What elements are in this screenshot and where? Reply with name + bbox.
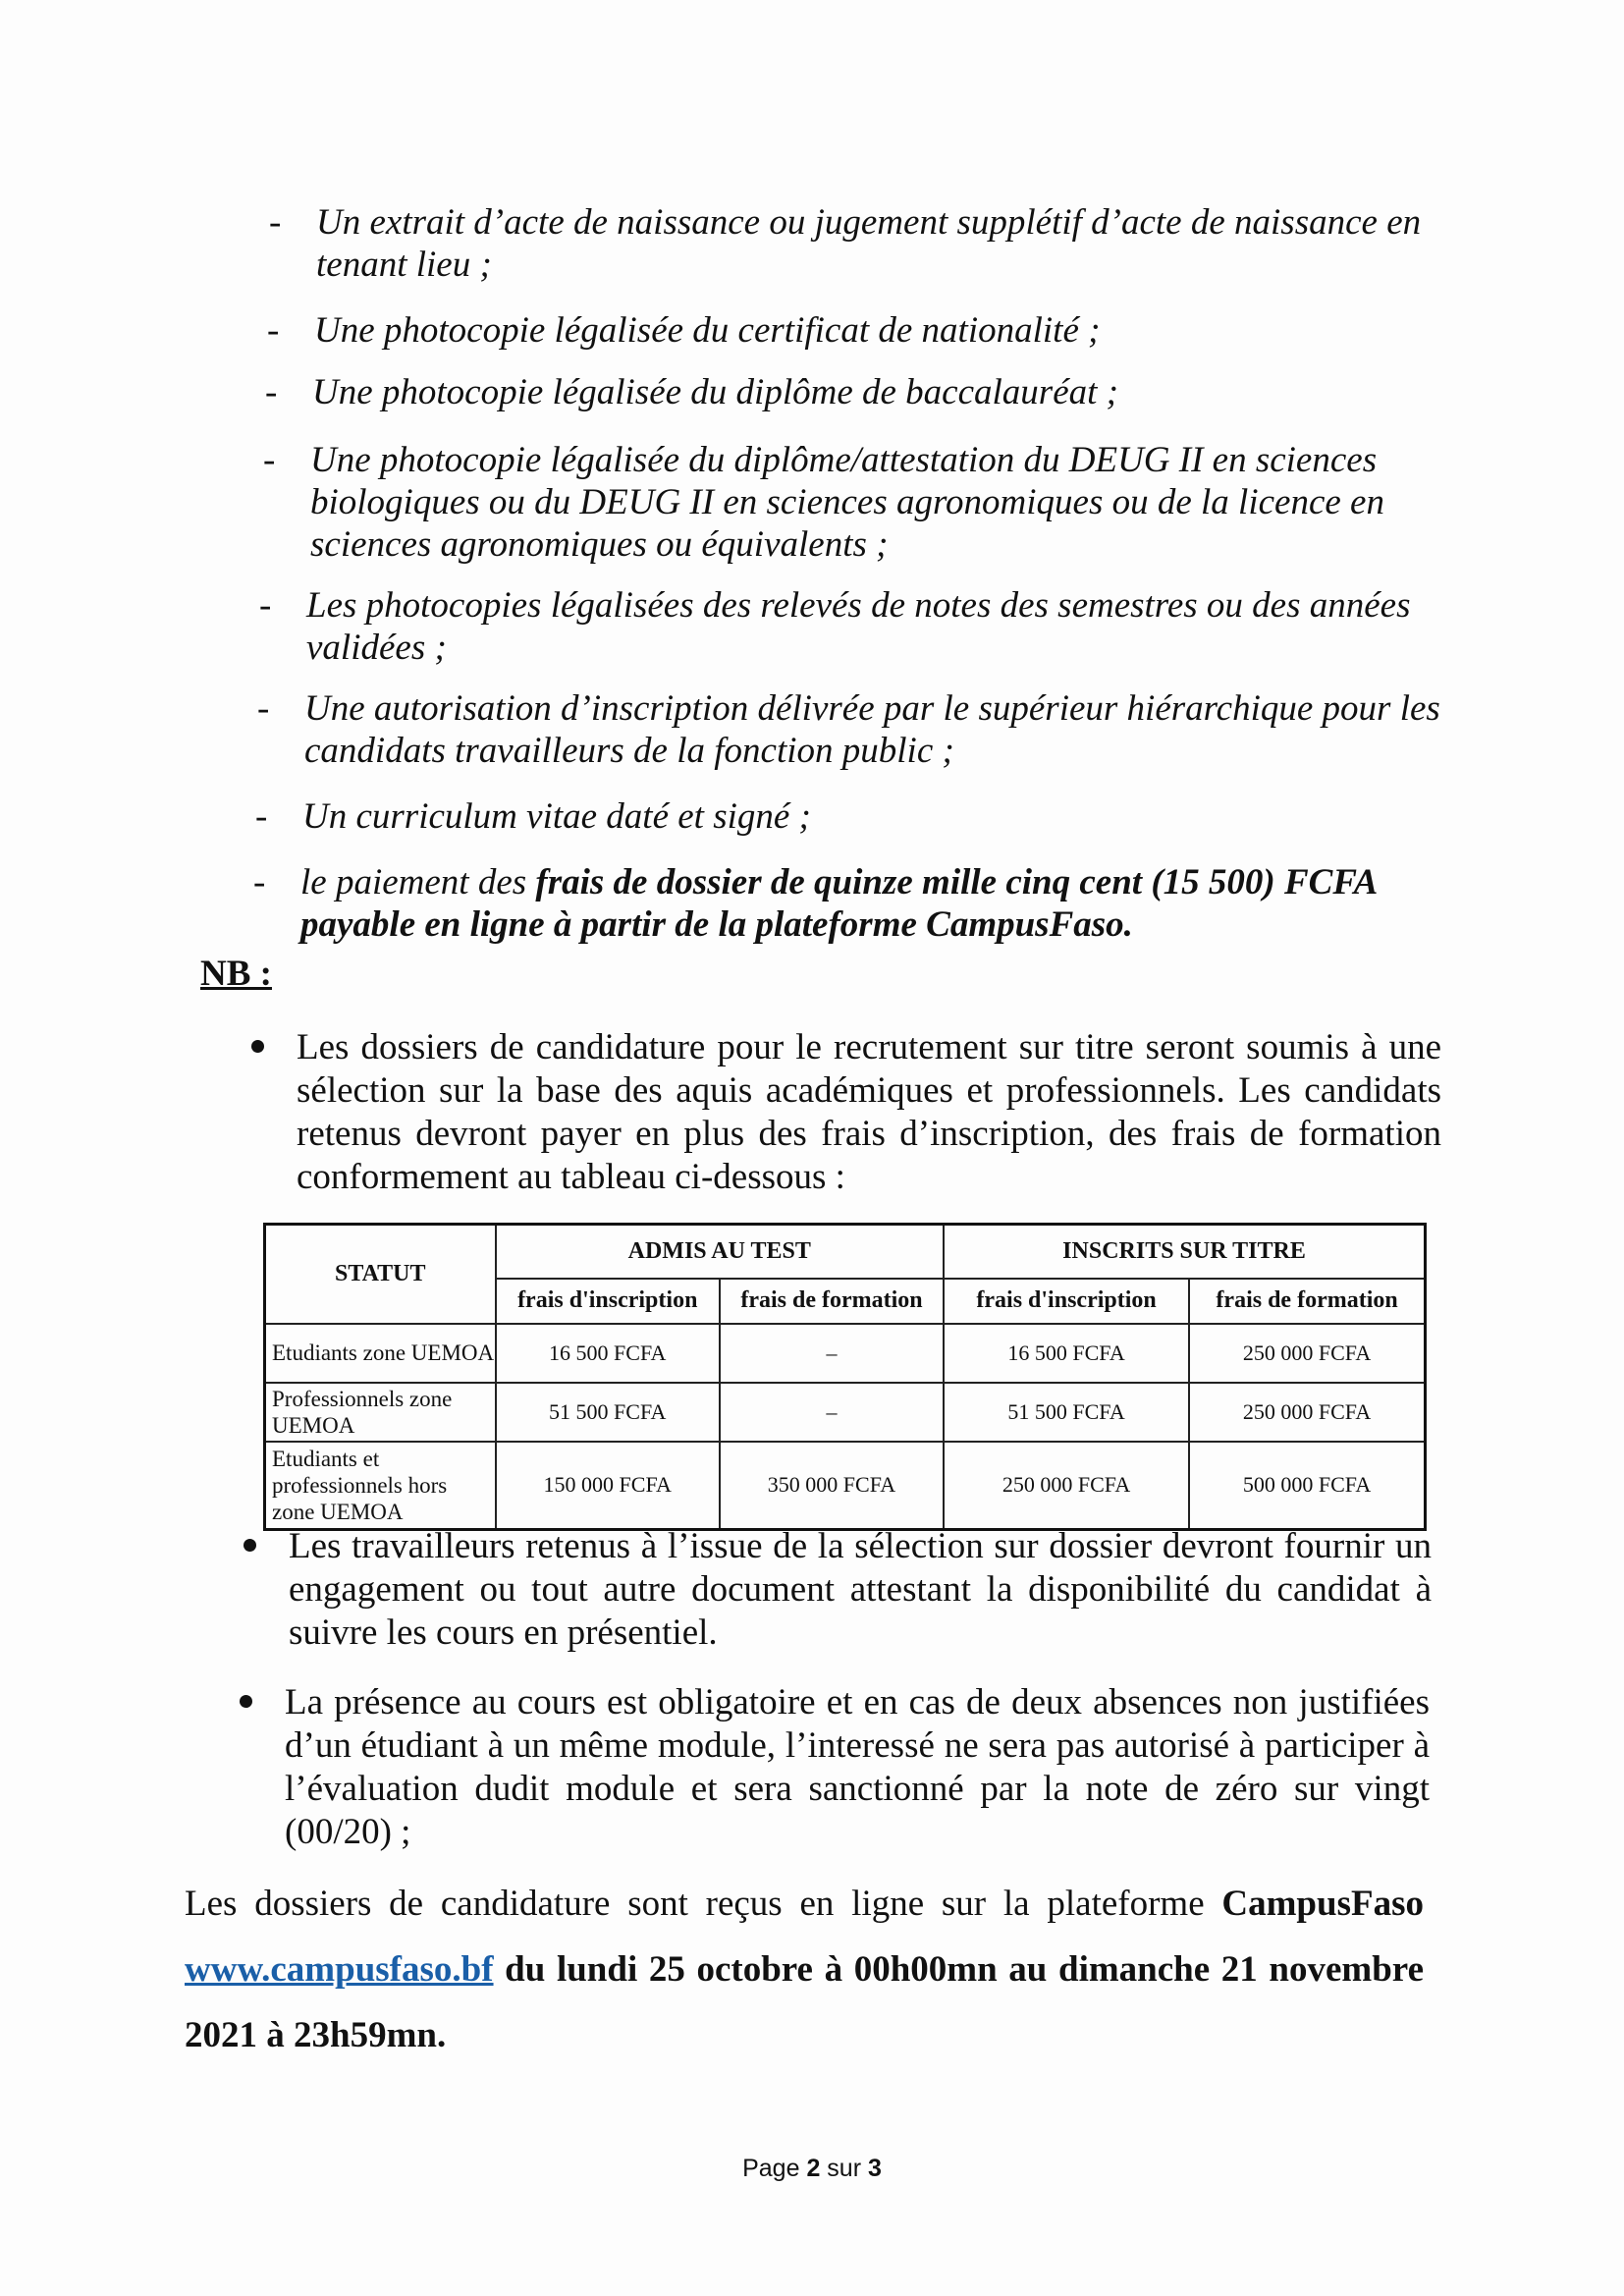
row-label: Etudiants zone UEMOA — [265, 1324, 496, 1383]
note-item — [285, 1681, 1430, 1854]
table-cell: 250 000 FCFA — [944, 1442, 1189, 1530]
page-total: 3 — [867, 2155, 882, 2182]
dash-bullet: - — [257, 688, 270, 729]
table-cell: 250 000 FCFA — [1189, 1324, 1425, 1383]
admis-inscription-header: frais d'inscription — [496, 1279, 720, 1324]
statut-header: STATUT — [265, 1225, 496, 1324]
dash-bullet: - — [263, 440, 276, 480]
page-current: 2 — [806, 2155, 821, 2182]
requirement-item — [263, 439, 1459, 566]
requirement-item — [269, 201, 1455, 286]
requirement-item — [257, 687, 1453, 772]
dash-bullet: - — [269, 202, 282, 243]
dash-bullet: - — [259, 585, 272, 626]
dash-bullet: - — [253, 862, 266, 902]
closing-paragraph — [185, 1871, 1424, 2068]
requirement-item — [259, 584, 1455, 669]
of-word: sur — [827, 2155, 862, 2182]
requirement-text: Une photocopie légalisée du diplôme/attestation du DEUG II en sciences biologiques ou du DEUG II en sciences agronomiques ou de la licence en sciences agronomiques ou équivalents ; — [310, 440, 1384, 565]
table-cell: – — [720, 1324, 944, 1383]
page-word: Page — [742, 2155, 800, 2182]
payment-prefix: le paiement des — [300, 862, 536, 902]
admis-header: ADMIS AU TEST — [496, 1225, 945, 1279]
requirement-item — [265, 371, 1451, 413]
requirement-item — [267, 309, 1453, 352]
payment-item — [253, 861, 1459, 946]
note-text: Les dossiers de candidature pour le recrutement sur titre seront soumis à une sélection sur la base des aquis académiques et professionnels. Les candidats retenus devront payer en plus des frais d’inscription, des frais de formation conformement au tableau ci-dessous : — [297, 1027, 1441, 1197]
table-cell: 16 500 FCFA — [496, 1324, 720, 1383]
table-row — [265, 1442, 1426, 1530]
page-footer — [0, 2155, 1624, 2183]
closing-dates: du lundi 25 octobre à 00h00mn au dimanche 21 novembre 2021 à 23h59mn. — [185, 1949, 1424, 2055]
row-label: Professionnels zone UEMOA — [265, 1383, 496, 1442]
requirement-text: Un curriculum vitae daté et signé ; — [302, 796, 811, 837]
table-cell: – — [720, 1383, 944, 1442]
note-item — [289, 1525, 1432, 1655]
requirement-text: Une photocopie légalisée du diplôme de baccalauréat ; — [312, 372, 1118, 412]
table-cell: 16 500 FCFA — [944, 1324, 1189, 1383]
fees-table — [263, 1223, 1427, 1531]
table-cell: 51 500 FCFA — [944, 1383, 1189, 1442]
table-cell: 500 000 FCFA — [1189, 1442, 1425, 1530]
table-cell: 51 500 FCFA — [496, 1383, 720, 1442]
titre-inscription-header: frais d'inscription — [944, 1279, 1189, 1324]
dash-bullet: - — [265, 372, 278, 412]
note-text: Les travailleurs retenus à l’issue de la sélection sur dossier devront fournir un engagement ou tout autre document attestant la disponibilité du candidat à suivre les cours en présentiel. — [289, 1526, 1432, 1653]
requirement-text: Les photocopies légalisées des relevés de notes des semestres ou des années validées ; — [306, 585, 1411, 668]
payment-fee-text: frais de dossier de quinze mille cinq cent (15 500) FCFA payable en ligne à partir de la plateforme CampusFaso. — [300, 862, 1377, 945]
bullet-icon — [240, 1695, 252, 1708]
table-header-row — [265, 1225, 1426, 1279]
table-row — [265, 1324, 1426, 1383]
table-cell: 350 000 FCFA — [720, 1442, 944, 1530]
dash-bullet: - — [255, 796, 268, 837]
requirement-text: Un extrait d’acte de naissance ou jugement supplétif d’acte de naissance en tenant lieu ; — [316, 202, 1422, 285]
platform-name: CampusFaso — [1221, 1884, 1424, 1924]
table-cell: 150 000 FCFA — [496, 1442, 720, 1530]
titre-formation-header: frais de formation — [1189, 1279, 1425, 1324]
inscrits-header: INSCRITS SUR TITRE — [944, 1225, 1425, 1279]
bullet-icon — [244, 1539, 256, 1552]
requirement-text: Une autorisation d’inscription délivrée par le supérieur hiérarchique pour les candidats travailleurs de la fonction public ; — [304, 688, 1440, 771]
nb-heading: NB : — [200, 954, 272, 994]
admis-formation-header: frais de formation — [720, 1279, 944, 1324]
table-cell: 250 000 FCFA — [1189, 1383, 1425, 1442]
dash-bullet: - — [267, 310, 280, 351]
requirement-text: Une photocopie légalisée du certificat de nationalité ; — [314, 310, 1101, 351]
table-row — [265, 1383, 1426, 1442]
note-item — [297, 1026, 1441, 1199]
campusfaso-link[interactable]: www.campusfaso.bf — [185, 1949, 494, 1990]
note-text: La présence au cours est obligatoire et en cas de deux absences non justifiées d’un étudiant à un même module, l’interessé ne sera pas autorisé à participer à l’évaluation dudit module et sera sanctionné par la note de zéro sur vingt (00/20) ; — [285, 1682, 1430, 1852]
bullet-icon — [251, 1040, 264, 1053]
requirement-item — [255, 795, 1451, 838]
row-label: Etudiants et professionnels hors zone UEMOA — [265, 1442, 496, 1530]
closing-text: Les dossiers de candidature sont reçus en ligne sur la plateforme — [185, 1884, 1222, 1924]
